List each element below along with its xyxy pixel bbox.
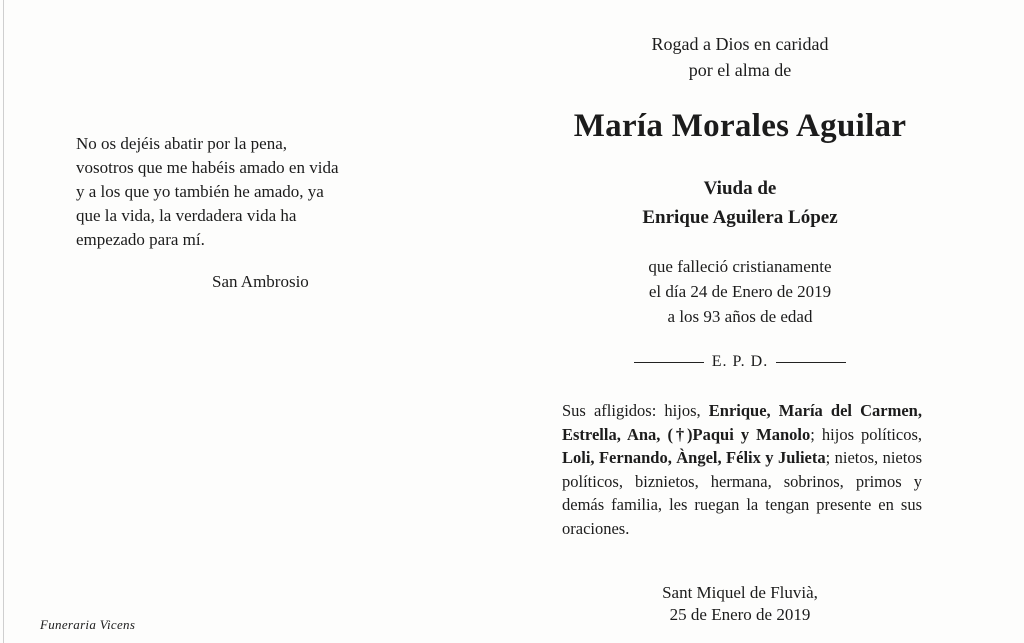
card-date: 25 de Enero de 2019 bbox=[669, 605, 811, 624]
intro-text bbox=[520, 31, 960, 83]
place-date bbox=[520, 582, 960, 626]
intro-line: Rogad a Dios en caridad bbox=[651, 34, 829, 54]
mourners-text: ; hijos políticos, bbox=[810, 424, 922, 444]
spouse-name: Enrique Aguilera López bbox=[642, 207, 838, 228]
mourners-paragraph bbox=[562, 399, 922, 541]
quote-author: San Ambrosio bbox=[212, 272, 309, 291]
right-panel bbox=[520, 0, 960, 643]
funeral-home-name: Funeraria Vicens bbox=[40, 617, 136, 632]
widow-text bbox=[520, 174, 960, 232]
in-laws-names: Loli, Fernando, Àngel, Félix y Julieta bbox=[562, 448, 826, 468]
mourners-text: Sus afligidos: hijos, bbox=[562, 401, 709, 420]
death-date: el día 24 de Enero de 2019 bbox=[648, 282, 832, 301]
death-line: que falleció cristianamente bbox=[648, 257, 832, 276]
epd-text: E. P. D. bbox=[711, 353, 769, 370]
quote-line: No os dejéis abatir por la pena, bbox=[76, 134, 288, 153]
age-line: a los 93 años de edad bbox=[667, 307, 813, 326]
quote-line: y a los que yo también he amado, ya bbox=[76, 182, 324, 201]
epd-divider bbox=[520, 353, 960, 371]
deceased-name: María Morales Aguilar bbox=[573, 108, 907, 144]
intro-line: por el alma de bbox=[688, 60, 792, 80]
divider-rule-left bbox=[634, 362, 704, 363]
death-notice bbox=[520, 254, 960, 329]
divider-rule-right bbox=[776, 362, 846, 363]
widow-line: Viuda de bbox=[703, 178, 777, 199]
quote-line: vosotros que me habéis amado en vida bbox=[76, 158, 339, 177]
place-name: Sant Miquel de Fluvià, bbox=[662, 583, 818, 602]
mourners-text: ; nietos, nietos políticos, biznietos, hermana, sobrinos, primos y demás familia, les ruegan la tengan presente en sus oraciones. bbox=[562, 448, 922, 538]
children-names: Enrique, María del Carmen, Estrella, Ana, (†)Paqui y Manolo bbox=[562, 401, 922, 444]
quote-line: empezado para mí. bbox=[76, 230, 205, 249]
quote-line: que la vida, la verdadera vida ha bbox=[76, 206, 297, 225]
memorial-quote bbox=[76, 132, 396, 252]
